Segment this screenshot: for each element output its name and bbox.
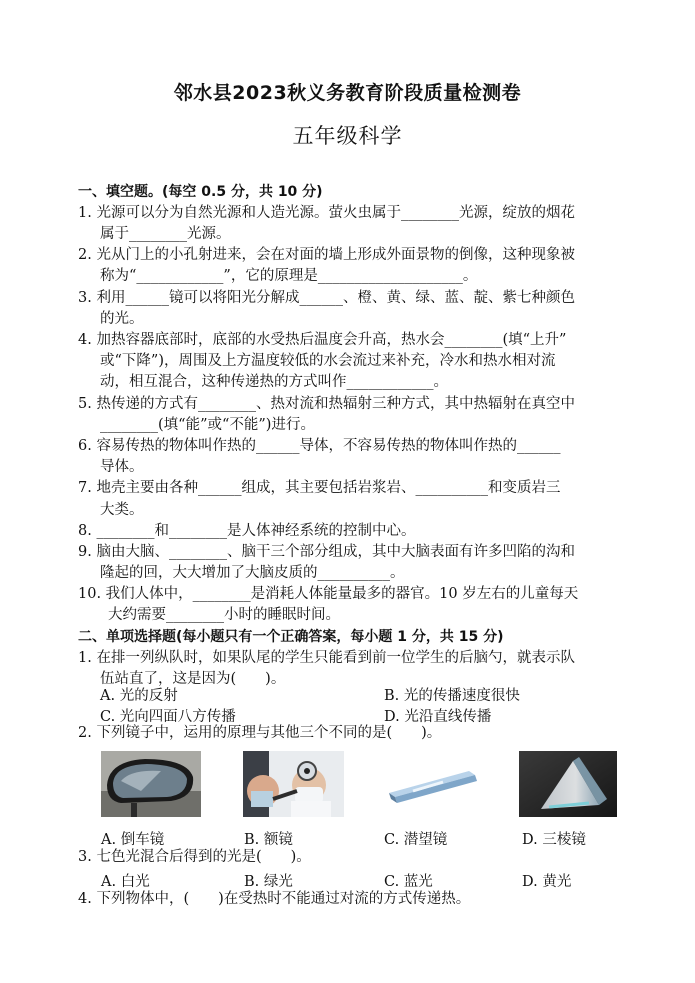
fill-line: 大类。 (100, 502, 144, 518)
option-d: D. 黄光 (522, 874, 572, 890)
option-c: C. 光向四面八方传播 (100, 709, 236, 725)
option-a: A. 光的反射 (100, 688, 178, 704)
exam-subtitle: 五年级科学 (292, 124, 403, 148)
periscope-image (383, 751, 485, 817)
fill-line: 6. 容易传热的物体叫作热的______导体，不容易传热的物体叫作热的______ (78, 438, 561, 454)
section-2-heading: 二、单项选择题(每小题只有一个正确答案，每小题 1 分，共 15 分) (78, 629, 504, 645)
question-line: 2. 下列镜子中，运用的原理与其他三个不同的是( )。 (78, 725, 442, 741)
fill-line: 1. 光源可以分为自然光源和人造光源。萤火虫属于________光源，绽放的烟花 (78, 205, 575, 221)
option-d: D. 三棱镜 (522, 832, 586, 848)
option-a: A. 白光 (101, 874, 150, 890)
question-line: 4. 下列物体中，( )在受热时不能通过对流的方式传递热。 (78, 891, 471, 907)
option-a: A. 倒车镜 (101, 832, 165, 848)
prism-image (519, 751, 617, 817)
fill-line: 4. 加热容器底部时，底部的水受热后温度会升高，热水会________(填“上升” (78, 332, 567, 348)
rear-view-mirror-image (101, 751, 201, 817)
question-line: 伍站直了，这是因为( )。 (100, 671, 286, 687)
exam-title: 邻水县2023秋义务教育阶段质量检测卷 (173, 82, 522, 104)
option-c: C. 蓝光 (384, 874, 433, 890)
option-b: B. 光的传播速度很快 (384, 688, 520, 704)
fill-line: 8. ________和________是人体神经系统的控制中心。 (78, 523, 416, 539)
fill-line: 7. 地壳主要由各种______组成，其主要包括岩浆岩、__________和变质岩三 (78, 480, 561, 496)
fill-line: 5. 热传递的方式有________、热对流和热辐射三种方式，其中热辐射在真空中 (78, 396, 575, 412)
fill-line: 3. 利用______镜可以将阳光分解成______、橙、黄、绿、蓝、靛、紫七种颜色 (78, 290, 575, 306)
fill-line: 导体。 (100, 459, 144, 475)
fill-line: 大约需要________小时的睡眠时间。 (108, 607, 340, 623)
fill-line: 或“下降”)，周围及上方温度较低的水会流过来补充，冷水和热水相对流 (100, 353, 556, 369)
option-b: B. 额镜 (244, 832, 293, 848)
fill-line: 的光。 (100, 311, 144, 327)
fill-line: 9. 脑由大脑、________、脑干三个部分组成，其中大脑表面有许多凹陷的沟和 (78, 544, 575, 560)
fill-line: 隆起的回，大大增加了大脑皮质的__________。 (100, 565, 405, 581)
question-line: 1. 在排一列纵队时，如果队尾的学生只能看到前一位学生的后脑勺，就表示队 (78, 650, 575, 666)
fill-line: 属于________光源。 (100, 226, 231, 242)
fill-line: 称为“____________”，它的原理是____________________。 (100, 268, 478, 284)
fill-line: 10. 我们人体中，________是消耗人体能量最多的器官。10 岁左右的儿童每天 (78, 586, 579, 602)
fill-line: ________(填“能”或“不能”)进行。 (100, 417, 315, 433)
option-d: D. 光沿直线传播 (384, 709, 492, 725)
question-line: 3. 七色光混合后得到的光是( )。 (78, 849, 311, 865)
head-mirror-image (243, 751, 344, 817)
fill-line: 2. 光从门上的小孔射进来，会在对面的墙上形成外面景物的倒像，这种现象被 (78, 247, 575, 263)
section-1-heading: 一、填空题。(每空 0.5 分，共 10 分) (78, 184, 323, 200)
option-c: C. 潜望镜 (384, 832, 448, 848)
option-b: B. 绿光 (244, 874, 293, 890)
fill-line: 动，相互混合，这种传递热的方式叫作____________。 (100, 374, 448, 390)
